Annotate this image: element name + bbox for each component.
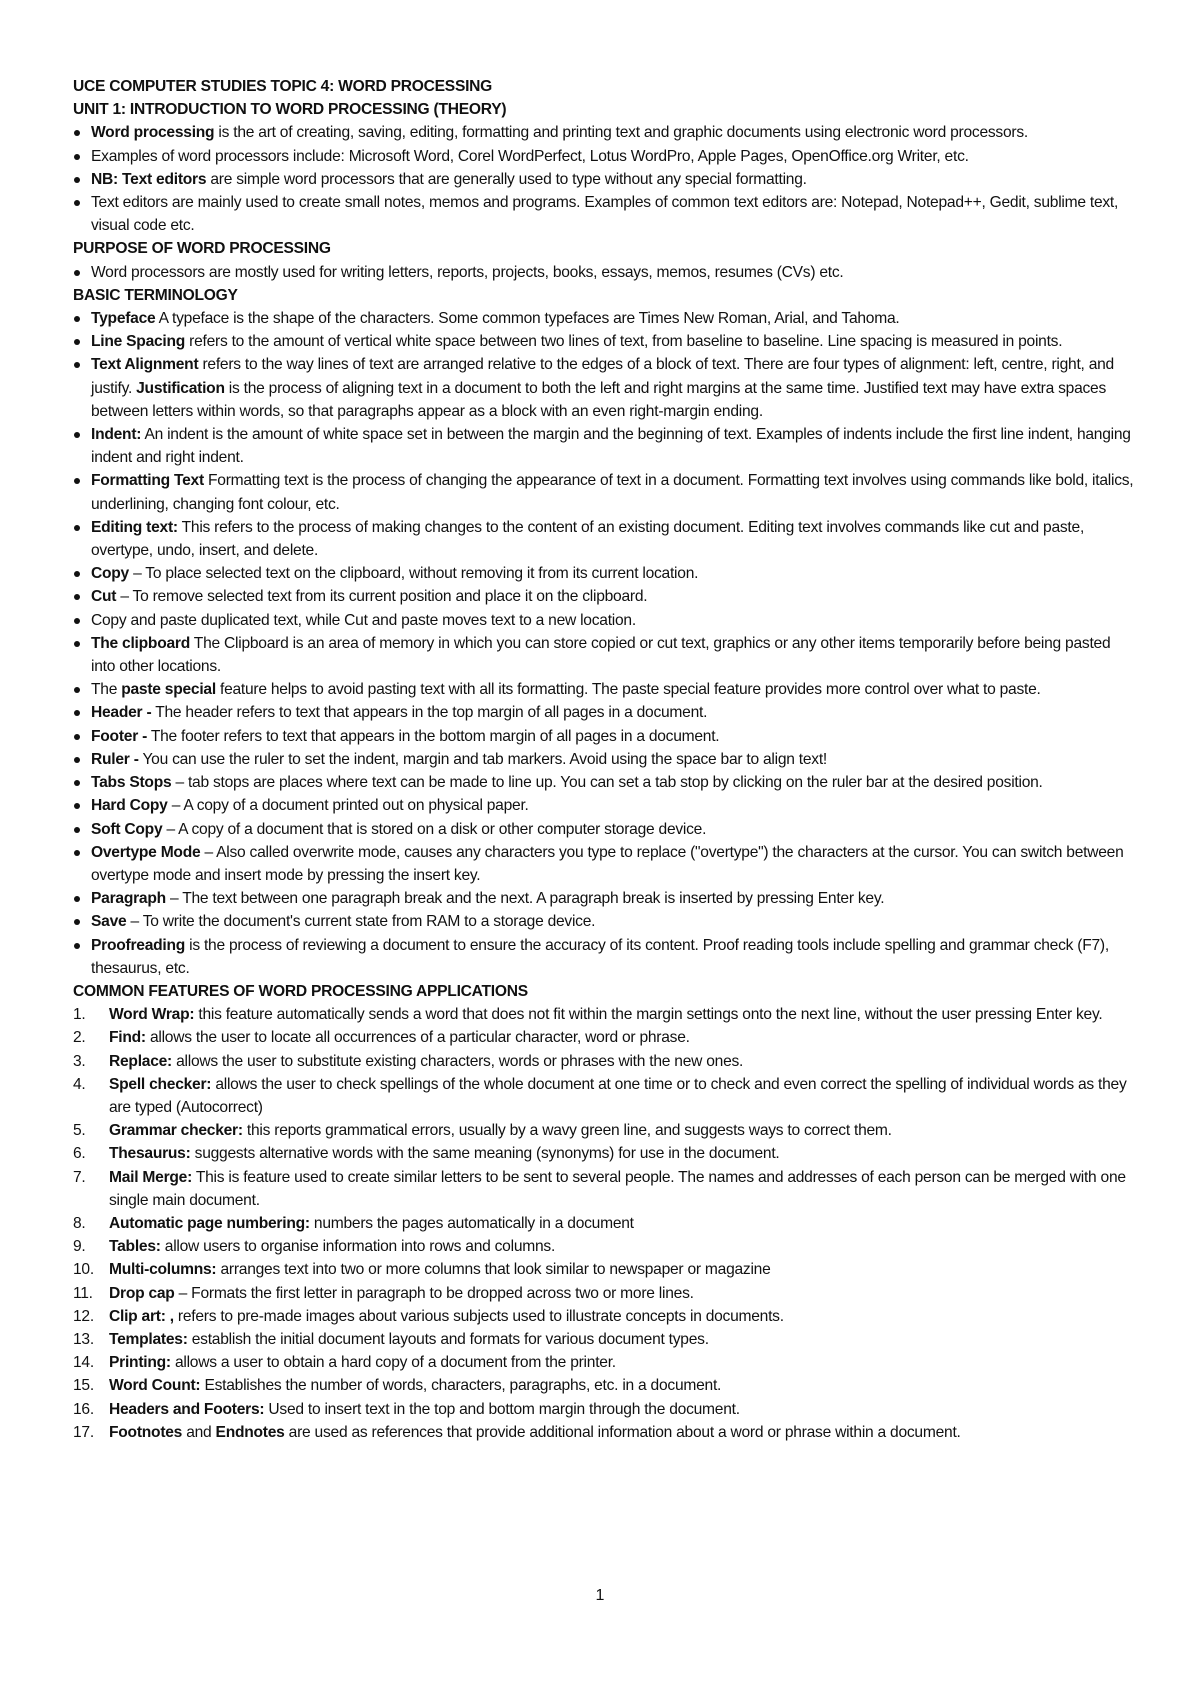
item-term: Save: [91, 913, 127, 931]
intro-item: [73, 191, 1138, 237]
item-term: Drop cap: [109, 1284, 175, 1302]
item-text: Word processors are mostly used for writing letters, reports, projects, books, essays, memos, resumes (CVs) etc.: [91, 263, 844, 281]
item-text: – Formats the first letter in paragraph to be dropped across two or more lines.: [174, 1284, 694, 1302]
features-list: [73, 1003, 1138, 1444]
item-term: Mail Merge:: [109, 1168, 193, 1186]
terminology-item: [73, 910, 1138, 933]
item-term: Text Alignment: [91, 356, 199, 374]
item-text: and: [182, 1423, 216, 1441]
feature-item: [73, 1026, 1138, 1049]
intro-list: [73, 121, 1138, 237]
item-term: Copy: [91, 565, 129, 583]
item-term: Templates:: [109, 1330, 188, 1348]
terminology-item: [73, 330, 1138, 353]
list-number: 15.: [73, 1377, 94, 1395]
terminology-item: [73, 841, 1138, 887]
item-text: The header refers to text that appears in the top margin of all pages in a document.: [151, 704, 708, 722]
item-term: Headers and Footers:: [109, 1400, 265, 1418]
terminology-item: [73, 307, 1138, 330]
feature-item: [73, 1421, 1138, 1444]
item-text: is the process of aligning text in a document to both the left and right margins at the same time. Justified text may have extra spaces between letters within words, so that paragraphs appear as a block with an even right-margin ending.: [91, 379, 1107, 420]
list-number: 2.: [73, 1029, 86, 1047]
item-term: Thesaurus:: [109, 1145, 191, 1163]
item-text: feature helps to avoid pasting text with all its formatting. The paste special feature provides more control over what to paste.: [215, 681, 1041, 699]
purpose-list: [73, 261, 1138, 284]
feature-item: [73, 1398, 1138, 1421]
item-text: The footer refers to text that appears in the bottom margin of all pages in a document.: [147, 727, 720, 745]
item-term: Automatic page numbering:: [109, 1214, 310, 1232]
unit-heading: UNIT 1: INTRODUCTION TO WORD PROCESSING (THEORY): [73, 101, 507, 119]
purpose-heading: PURPOSE OF WORD PROCESSING: [73, 240, 331, 258]
item-term: Proofreading: [91, 936, 186, 954]
item-term: Justification: [136, 379, 225, 397]
list-number: 8.: [73, 1214, 86, 1232]
item-term: Header -: [91, 704, 152, 722]
item-term: Hard Copy: [91, 797, 168, 815]
item-term: Endnotes: [215, 1423, 285, 1441]
item-term: NB: Text editors: [91, 170, 207, 188]
feature-item: [73, 1073, 1138, 1119]
item-term: Word processing: [91, 124, 215, 142]
intro-item: [73, 168, 1138, 191]
terminology-item: [73, 794, 1138, 817]
item-term: Paragraph: [91, 890, 166, 908]
feature-item: [73, 1119, 1138, 1142]
item-text: An indent is the amount of white space set in between the margin and the beginning of text. Examples of indents include the first line indent, hanging indent and right indent.: [91, 426, 1131, 467]
list-number: 9.: [73, 1238, 86, 1256]
item-text: suggests alternative words with the same meaning (synonyms) for use in the document.: [190, 1145, 780, 1163]
list-number: 3.: [73, 1052, 86, 1070]
item-text: – A copy of a document printed out on physical paper.: [167, 797, 529, 815]
item-text: – To place selected text on the clipboard, without removing it from its current location.: [128, 565, 699, 583]
item-text: This is feature used to create similar letters to be sent to several people. The names and addresses of each person can be merged with one single main document.: [109, 1168, 1126, 1209]
terminology-item: [73, 678, 1138, 701]
terminology-item: [73, 353, 1138, 423]
item-term: Line Spacing: [91, 333, 186, 351]
item-text: Formatting text is the process of changing the appearance of text in a document. Formatting text involves using commands like bold, italics, underlining, changing font colour, etc.: [91, 472, 1134, 513]
item-text: are used as references that provide additional information about a word or phrase within a document.: [284, 1423, 961, 1441]
purpose-item: [73, 261, 1138, 284]
document-title: UCE COMPUTER STUDIES TOPIC 4: WORD PROCESSING: [73, 78, 493, 95]
list-number: 1.: [73, 1006, 86, 1024]
item-text: numbers the pages automatically in a document: [309, 1214, 634, 1232]
item-text: You can use the ruler to set the indent, margin and tab markers. Avoid using the space bar to align text!: [138, 750, 828, 768]
item-term: Soft Copy: [91, 820, 163, 838]
item-text: refers to the amount of vertical white space between two lines of text, from baseline to baseline. Line spacing is measured in points.: [185, 333, 1063, 351]
feature-item: [73, 1235, 1138, 1258]
item-term: Grammar checker:: [109, 1122, 243, 1140]
list-number: 17.: [73, 1423, 94, 1441]
item-text: allows the user to substitute existing characters, words or phrases with the new ones.: [172, 1052, 744, 1070]
list-number: 12.: [73, 1307, 94, 1325]
item-text: refers to pre-made images about various subjects used to illustrate concepts in documents.: [173, 1307, 784, 1325]
item-term: Find:: [109, 1029, 146, 1047]
feature-item: [73, 1374, 1138, 1397]
list-number: 4.: [73, 1075, 86, 1093]
intro-item: [73, 145, 1138, 168]
feature-item: [73, 1351, 1138, 1374]
item-text: This refers to the process of making changes to the content of an existing document. Editing text involves commands like cut and paste, overtype, undo, insert, and delete.: [91, 518, 1085, 560]
list-number: 13.: [73, 1330, 94, 1348]
item-term: Printing:: [109, 1354, 171, 1372]
item-text: – A copy of a document that is stored on a disk or other computer storage device.: [162, 820, 707, 838]
item-term: Tabs Stops: [91, 774, 172, 792]
feature-item: [73, 1282, 1138, 1305]
terminology-item: [73, 748, 1138, 771]
terminology-item: [73, 771, 1138, 794]
item-term: Clip art: ,: [109, 1307, 174, 1325]
item-term: Word Count:: [109, 1377, 201, 1395]
feature-item: [73, 1212, 1138, 1235]
item-text: establish the initial document layouts and formats for various document types.: [187, 1330, 709, 1348]
item-term: Spell checker:: [109, 1075, 212, 1093]
item-text: The Clipboard is an area of memory in which you can store copied or cut text, graphics or any other items temporarily before being pasted into other locations.: [91, 634, 1111, 676]
item-term: The clipboard: [91, 634, 190, 652]
feature-item: [73, 1050, 1138, 1073]
feature-item: [73, 1305, 1138, 1328]
item-text: – To write the document's current state from RAM to a storage device.: [126, 913, 596, 931]
terminology-item: [73, 818, 1138, 841]
item-term: Indent:: [91, 426, 142, 444]
feature-item: [73, 1258, 1138, 1281]
terminology-item: [73, 423, 1138, 469]
item-text: – tab stops are places where text can be made to line up. You can set a tab stop by clicking on the ruler bar at the desired position.: [171, 774, 1043, 792]
item-text: are simple word processors that are generally used to type without any special formatting.: [206, 170, 807, 188]
item-term: Ruler -: [91, 750, 139, 768]
terminology-list: [73, 307, 1138, 980]
page-number: 1: [595, 1587, 605, 1604]
item-text: allows a user to obtain a hard copy of a document from the printer.: [170, 1354, 616, 1372]
item-text: this feature automatically sends a word that does not fit within the margin settings onto the next line, without the user pressing Enter key.: [194, 1006, 1103, 1024]
terminology-item: [73, 609, 1138, 632]
list-number: 7.: [73, 1168, 86, 1186]
feature-item: [73, 1166, 1138, 1212]
terminology-item: [73, 469, 1138, 515]
features-heading: COMMON FEATURES OF WORD PROCESSING APPLICATIONS: [73, 982, 528, 1000]
feature-item: [73, 1003, 1138, 1026]
terminology-item: [73, 701, 1138, 724]
intro-item: [73, 121, 1138, 144]
terminology-item: [73, 562, 1138, 585]
item-text: this reports grammatical errors, usually by a wavy green line, and suggests ways to correct them.: [242, 1122, 892, 1140]
item-text: Establishes the number of words, characters, paragraphs, etc. in a document.: [200, 1377, 722, 1395]
item-text: allows the user to check spellings of the whole document at one time or to check and even correct the spelling of individual words as they are typed (Autocorrect): [109, 1075, 1127, 1116]
feature-item: [73, 1328, 1138, 1351]
item-text: Copy and paste duplicated text, while Cut and paste moves text to a new location.: [91, 611, 636, 629]
item-text: A typeface is the shape of the characters. Some common typefaces are Times New Roman, Arial, and Tahoma.: [155, 310, 900, 328]
item-term: Footnotes: [109, 1423, 183, 1441]
item-term: Typeface: [91, 310, 156, 328]
item-term: Footer -: [91, 727, 148, 745]
item-text: arranges text into two or more columns that look similar to newspaper or magazine: [216, 1261, 771, 1279]
item-term: Tables:: [109, 1238, 161, 1256]
list-number: 11.: [73, 1284, 93, 1302]
feature-item: [73, 1142, 1138, 1165]
item-text: – The text between one paragraph break and the next. A paragraph break is inserted by pressing Enter key.: [165, 890, 885, 908]
list-number: 14.: [73, 1354, 94, 1372]
item-text: Text editors are mainly used to create small notes, memos and programs. Examples of common text editors are: Notepad, Notepad++, Gedit, sublime text, visual code etc.: [91, 194, 1119, 235]
list-number: 5.: [73, 1122, 86, 1140]
item-text: allows the user to locate all occurrences of a particular character, word or phrase.: [145, 1029, 690, 1047]
list-number: 10.: [73, 1261, 94, 1279]
item-text: The: [91, 681, 122, 699]
item-text: is the process of reviewing a document to ensure the accuracy of its content. Proof reading tools include spelling and grammar check (F7), thesaurus, etc.: [91, 936, 1109, 977]
terminology-item: [73, 887, 1138, 910]
terminology-item: [73, 585, 1138, 608]
item-term: Multi-columns:: [109, 1261, 217, 1279]
item-text: allow users to organise information into rows and columns.: [160, 1238, 556, 1256]
terminology-item: [73, 516, 1138, 562]
item-term: Cut: [91, 588, 117, 606]
item-term: Replace:: [109, 1052, 173, 1070]
list-number: 16.: [73, 1400, 94, 1418]
item-term: Word Wrap:: [109, 1006, 195, 1024]
list-number: 6.: [73, 1145, 86, 1163]
item-term: Overtype Mode: [91, 843, 201, 861]
item-text: Used to insert text in the top and bottom margin through the document.: [264, 1400, 740, 1418]
terminology-item: [73, 725, 1138, 748]
item-text: Examples of word processors include: Microsoft Word, Corel WordPerfect, Lotus WordPro, Apple Pages, OpenOffice.org Writer, etc.: [91, 147, 969, 165]
item-term: Formatting Text: [91, 472, 204, 490]
item-text: refers to the way lines of text are arranged relative to the edges of a block of text. There are four types of alignment: left, centre, right, and justify.: [91, 356, 1114, 397]
terminology-item: [73, 632, 1138, 678]
item-text: – Also called overwrite mode, causes any characters you type to replace ("overtype") the characters at the cursor. You can switch between overtype mode and insert mode by pressing the insert key.: [91, 843, 1124, 884]
item-text: – To remove selected text from its current position and place it on the clipboard.: [116, 588, 648, 606]
terminology-item: [73, 934, 1138, 980]
item-term: paste special: [121, 681, 216, 699]
terminology-heading: BASIC TERMINOLOGY: [73, 286, 238, 304]
item-term: Editing text:: [91, 518, 178, 536]
item-text: is the art of creating, saving, editing, formatting and printing text and graphic documents using electronic word processors.: [214, 124, 1028, 142]
